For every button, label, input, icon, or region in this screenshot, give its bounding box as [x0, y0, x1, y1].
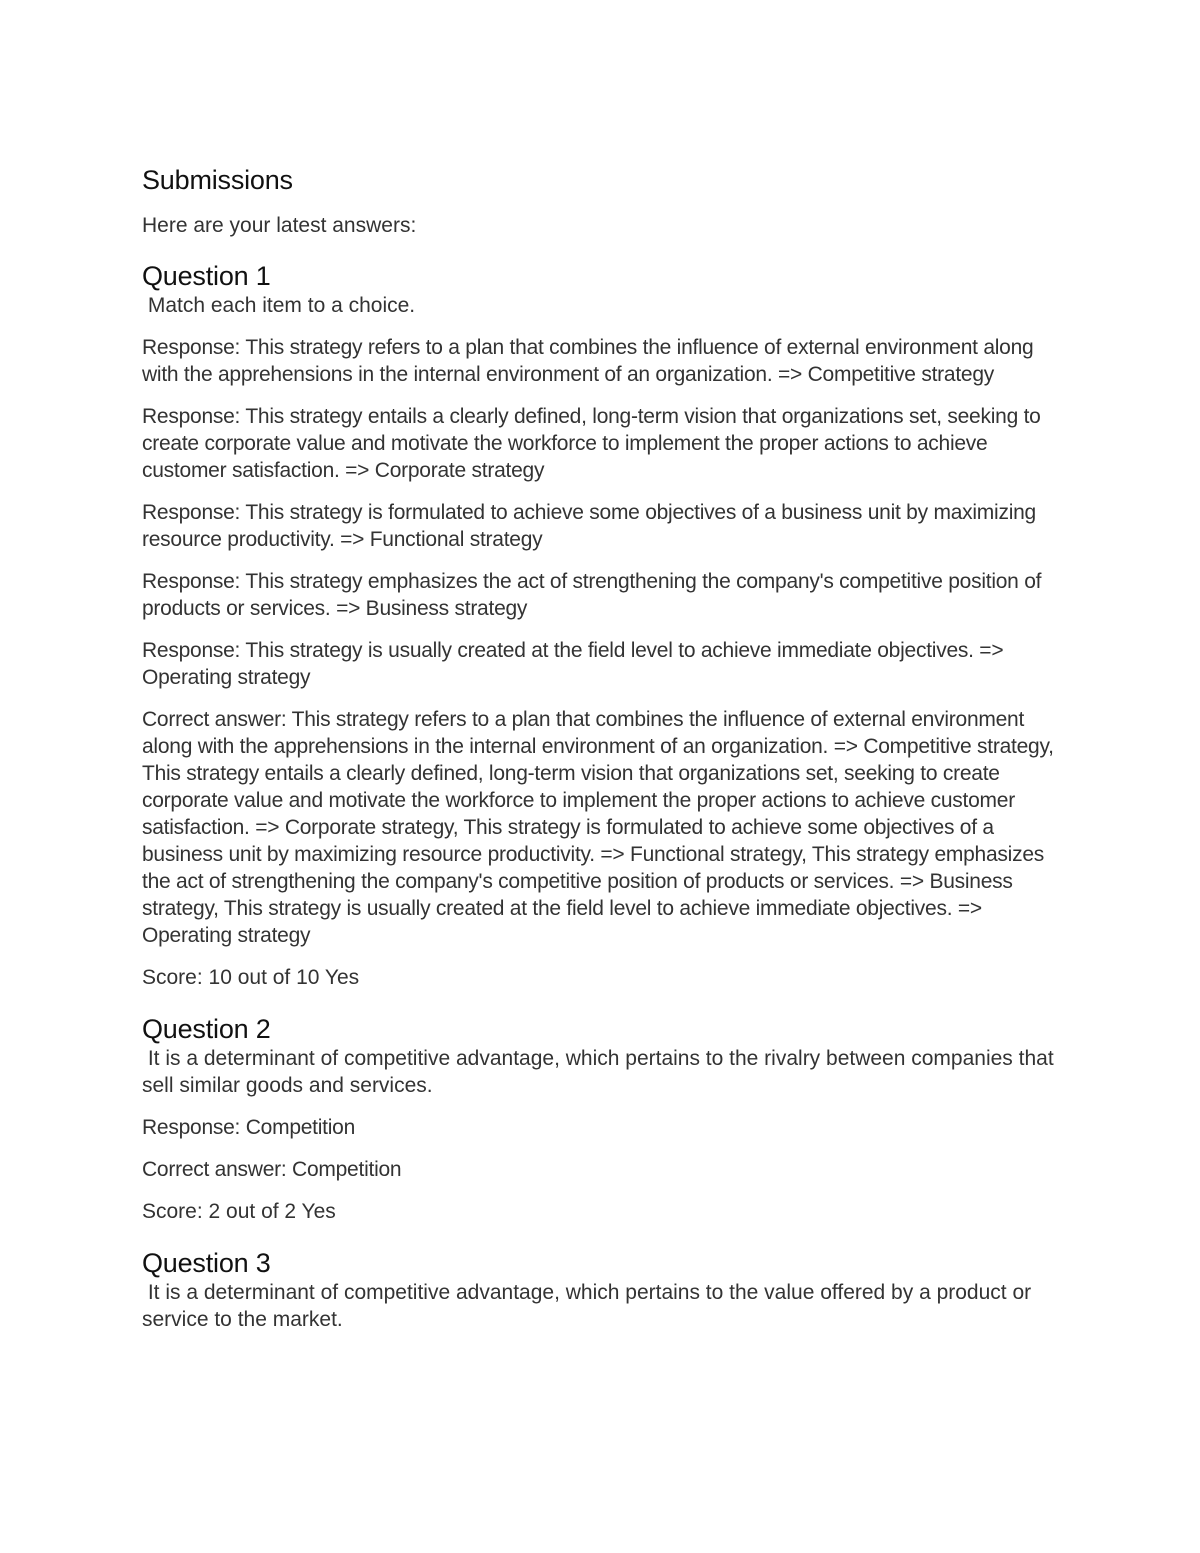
question-heading: Question 1: [142, 261, 271, 291]
correct-answer-text: Correct answer: Competition: [142, 1158, 402, 1181]
question-prompt: It is a determinant of competitive advantage, which pertains to the rivalry between companies that sell similar goods and services.: [142, 1047, 1060, 1097]
page-title: Submissions: [142, 165, 293, 195]
question-1: [142, 260, 1072, 991]
response-text: Response: This strategy is usually created at the field level to achieve immediate objectives. => Operating strategy: [142, 639, 1004, 689]
score-text: Score: 10 out of 10 Yes: [142, 966, 360, 989]
question-prompt: It is a determinant of competitive advantage, which pertains to the value offered by a product or service to the market.: [142, 1281, 1037, 1331]
score-text: Score: 2 out of 2 Yes: [142, 1200, 336, 1223]
submissions-page: [142, 163, 1072, 1348]
response-text: Response: This strategy emphasizes the act of strengthening the company's competitive position of products or services. => Business strategy: [142, 570, 1042, 620]
question-prompt: Match each item to a choice.: [142, 294, 416, 317]
correct-answer-text: Correct answer: This strategy refers to a plan that combines the influence of external environment along with the apprehensions in the internal environment of an organization. => Competitive strategy, This strategy entails a clearly defined, long-term vision that organizations set, seeking to create corporate value and motivate the workforce to implement the proper actions to achieve customer satisfaction. => Corporate strategy, This strategy is formulated to achieve some objectives of a business unit by maximizing resource productivity. => Functional strategy, This strategy emphasizes the act of strengthening the company's competitive position of products or services. => Business strategy, This strategy is usually created at the field level to achieve immediate objectives. => Operating strategy: [142, 708, 1054, 947]
question-2: [142, 1013, 1072, 1225]
response-text: Response: This strategy entails a clearly defined, long-term vision that organizations set, seeking to create corporate value and motivate the workforce to implement the proper actions to achieve customer satisfaction. => Corporate strategy: [142, 405, 1041, 482]
question-heading: Question 2: [142, 1014, 271, 1044]
question-heading: Question 3: [142, 1248, 271, 1278]
question-3: [142, 1247, 1072, 1333]
response-text: Response: Competition: [142, 1116, 356, 1139]
response-text: Response: This strategy is formulated to achieve some objectives of a business unit by maximizing resource productivity. => Functional strategy: [142, 501, 1036, 551]
intro-text: Here are your latest answers:: [142, 214, 417, 237]
response-text: Response: This strategy refers to a plan that combines the influence of external environment along with the apprehensions in the internal environment of an organization. => Competitive strategy: [142, 336, 1034, 386]
